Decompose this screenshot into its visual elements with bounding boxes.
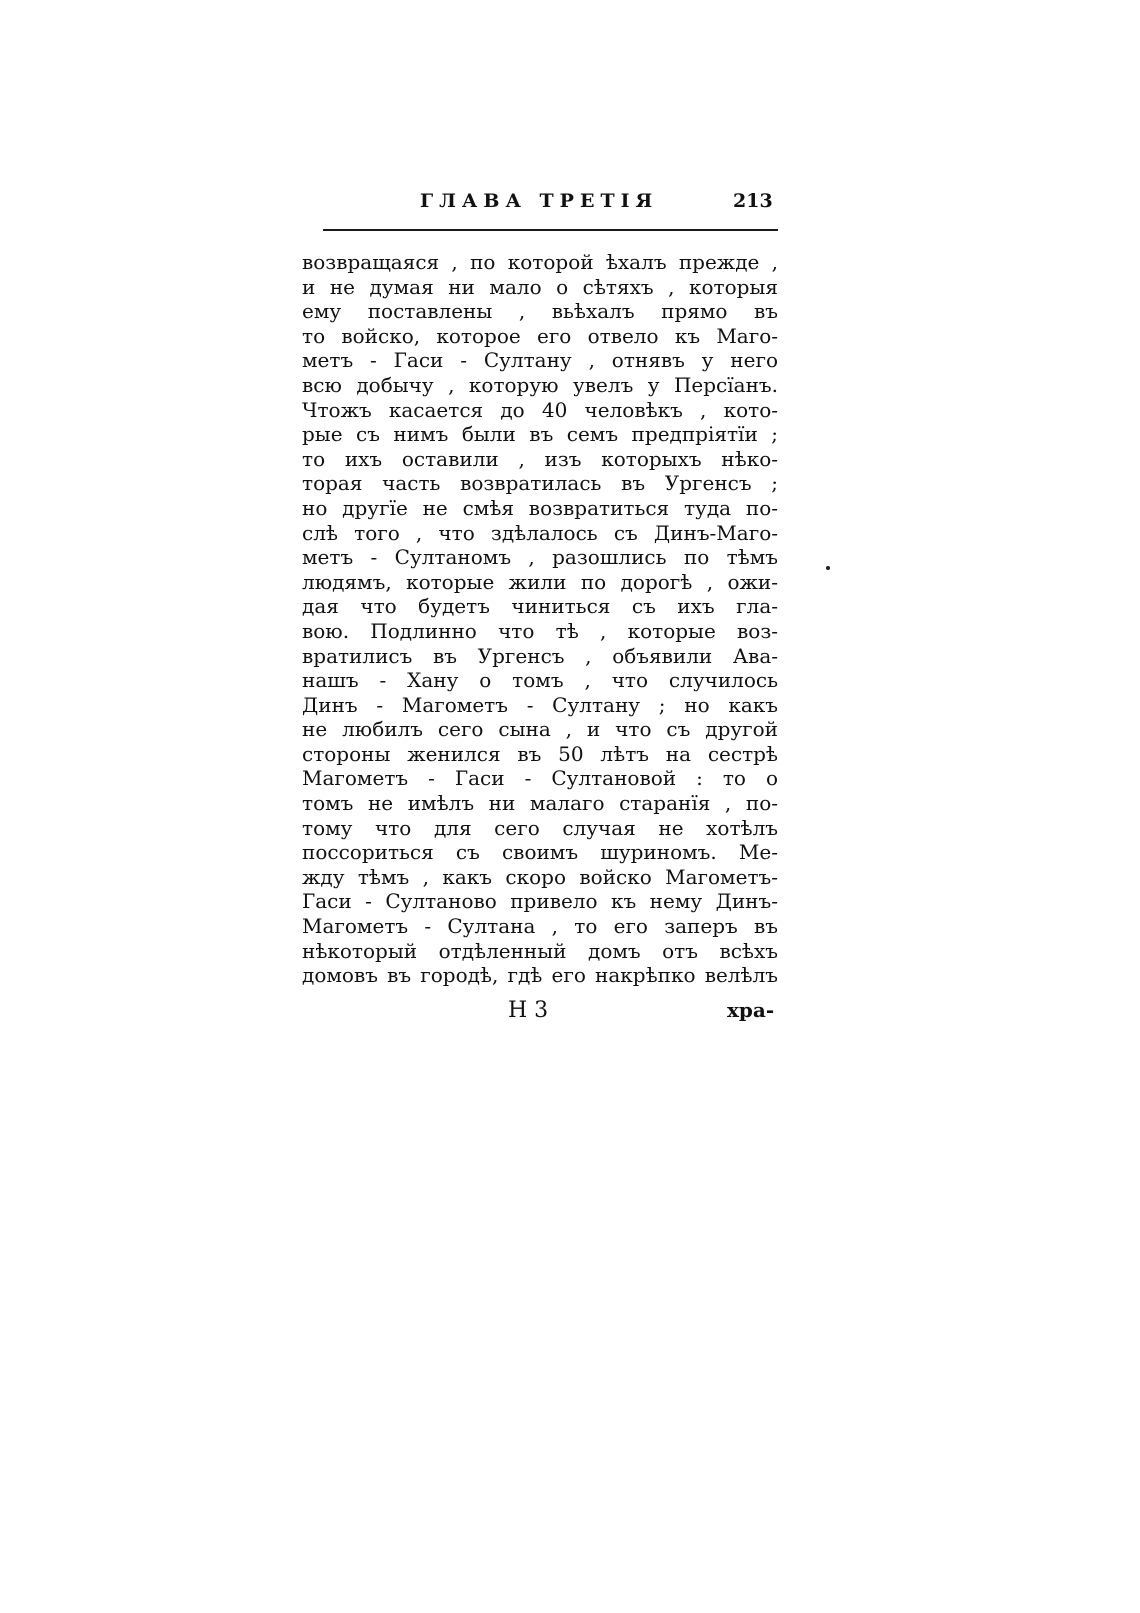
body-text bbox=[302, 250, 778, 988]
text-line: то ихъ оставили , изъ которыхъ нѣко- bbox=[302, 446, 778, 471]
text-line: поссориться съ своимъ шуриномъ. Ме- bbox=[302, 840, 778, 865]
text-line: возвращаяся , по которой ѣхалъ прежде , bbox=[302, 250, 778, 274]
text-line: но другїе не смѣя возвратиться туда по- bbox=[302, 495, 778, 520]
text-line: дая что будетъ чиниться съ ихъ гла- bbox=[302, 594, 778, 619]
text-line: вратилисъ въ Ургенсъ , объявили Ава- bbox=[302, 643, 778, 668]
text-line: нѣкоторый отдѣленный домъ отъ всѣхъ bbox=[302, 938, 778, 963]
text-line: не любилъ сего сына , и что съ другой bbox=[302, 717, 778, 742]
running-head: ГЛАВА ТРЕТІЯ bbox=[420, 190, 659, 212]
text-line: то войско, которое его отвело къ Маго- bbox=[302, 323, 778, 348]
text-line: метъ - Гаси - Султану , отнявъ у него bbox=[302, 348, 778, 373]
text-line: жду тѣмъ , какъ скоро войско Магометъ- bbox=[302, 864, 778, 889]
text-line: Магометъ - Султана , то его заперъ въ bbox=[302, 914, 778, 939]
text-line: нашъ - Хану о томъ , что случилось bbox=[302, 668, 778, 693]
text-line: Гаси - Султаново привело къ нему Динъ- bbox=[302, 889, 778, 914]
text-line: Чтожъ касается до 40 человѣкъ , кото- bbox=[302, 397, 778, 422]
page-number: 213 bbox=[733, 190, 773, 212]
signature-mark: Н 3 bbox=[508, 998, 549, 1023]
header-rule bbox=[323, 229, 778, 231]
text-line: слѣ того , что здѣлалось съ Динъ-Маго- bbox=[302, 520, 778, 545]
text-line: рые съ нимъ были въ семъ предпріятїи ; bbox=[302, 422, 778, 447]
text-line: стороны женился въ 50 лѣтъ на сестрѣ bbox=[302, 741, 778, 766]
catchword: хра- bbox=[727, 998, 775, 1022]
text-line: торая часть возвратилась въ Ургенсъ ; bbox=[302, 471, 778, 496]
text-line: домовъ въ городѣ, гдѣ его накрѣпко велѣлъ bbox=[302, 963, 778, 988]
text-line: всю добычу , которую увелъ у Персїанъ. bbox=[302, 372, 778, 397]
text-line: вою. Подлинно что тѣ , которые воз- bbox=[302, 618, 778, 643]
text-line: метъ - Султаномъ , разошлись по тѣмъ bbox=[302, 545, 778, 570]
text-line: Динъ - Магометъ - Султану ; но какъ bbox=[302, 692, 778, 717]
text-line: и не думая ни мало о сѣтяхъ , которыя bbox=[302, 274, 778, 299]
text-line: тому что для сего случая не хотѣлъ bbox=[302, 815, 778, 840]
text-line: томъ не имѣлъ ни малаго старанїя , по- bbox=[302, 791, 778, 816]
ink-speck bbox=[826, 566, 830, 570]
text-line: людямъ, которые жили по дорогѣ , ожи- bbox=[302, 569, 778, 594]
text-line: ему поставлены , вьѣхалъ прямо въ bbox=[302, 299, 778, 324]
text-line: Магометъ - Гаси - Султановой : то о bbox=[302, 766, 778, 791]
